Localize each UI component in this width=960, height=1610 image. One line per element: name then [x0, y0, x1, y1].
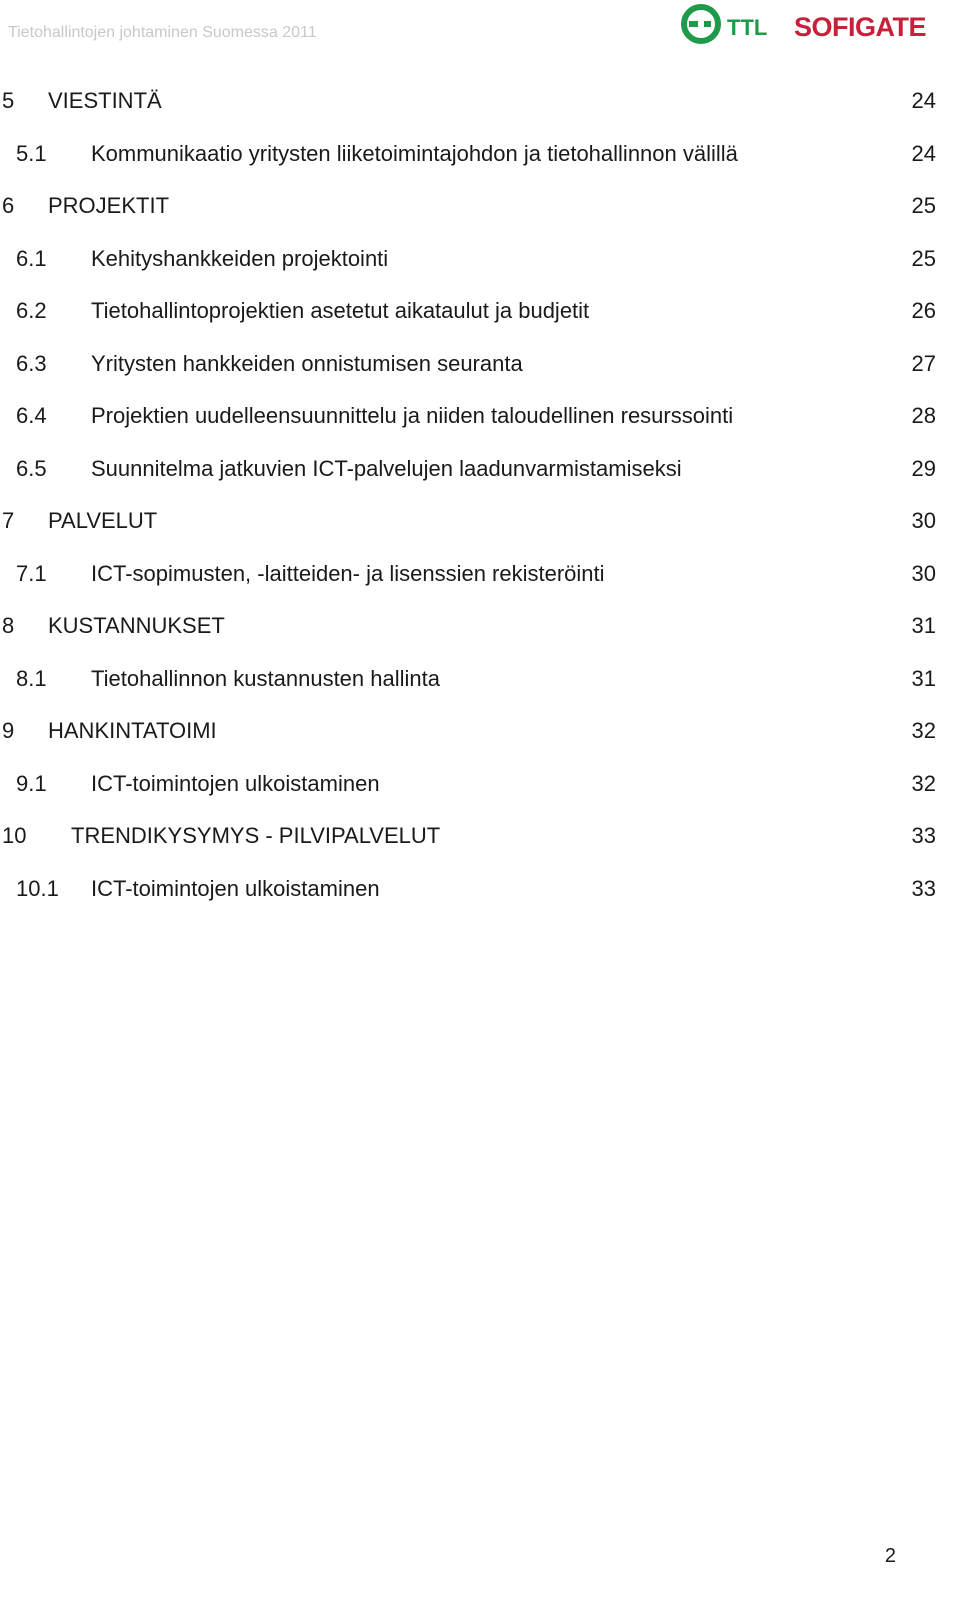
toc-entry-title: ICT-sopimusten, -laitteiden- ja lisenssien rekisteröinti [91, 560, 605, 586]
ttl-logo-text: TTL [727, 15, 768, 40]
toc-entry-number: 6.1 [16, 245, 47, 271]
toc-entry-number: 6.5 [16, 455, 47, 481]
toc-entry-page: 24 [911, 140, 936, 166]
toc-entry-page: 30 [911, 508, 936, 533]
toc-entry-number: 6.2 [16, 298, 47, 323]
toc-entry-number: 7.1 [16, 560, 47, 586]
toc-entry-number: 8.1 [16, 665, 47, 691]
toc-entry-page: 28 [911, 403, 936, 428]
toc-entry-number: 9 [2, 718, 15, 743]
toc-entry[interactable] [0, 86, 936, 116]
toc-entry[interactable] [0, 611, 936, 641]
toc-entry[interactable] [0, 559, 936, 589]
toc-entry[interactable] [0, 349, 936, 379]
toc-entry-title: PALVELUT [48, 508, 158, 533]
toc-entry-title: KUSTANNUKSET [48, 613, 225, 638]
toc-entry-page: 33 [911, 875, 936, 901]
toc-entry[interactable] [0, 244, 936, 274]
toc-entry[interactable] [0, 191, 936, 221]
toc-entry-title: Suunnitelma jatkuvien ICT-palvelujen laadunvarmistamiseksi [91, 455, 682, 481]
toc-entry-page: 25 [911, 193, 936, 218]
toc-entry[interactable] [0, 769, 936, 799]
toc-entry-title: Yritysten hankkeiden onnistumisen seuranta [91, 350, 523, 376]
toc-entry-page: 31 [911, 665, 936, 691]
toc-entry-page: 31 [911, 613, 936, 638]
toc-entry-number: 8 [2, 613, 15, 638]
toc-entry-number: 10.1 [16, 875, 59, 901]
toc-entry[interactable] [0, 506, 936, 536]
toc-entry-title: TRENDIKYSYMYS - PILVIPALVELUT [71, 823, 441, 848]
toc-entry-page: 33 [911, 823, 936, 848]
toc-entry[interactable] [0, 139, 936, 169]
running-title: Tietohallintojen johtaminen Suomessa 2011 [8, 24, 317, 41]
toc-entry-title: Projektien uudelleensuunnittelu ja niiden taloudellinen resurssointi [91, 403, 734, 428]
ttl-logo [680, 2, 770, 46]
toc-entry[interactable] [0, 664, 936, 694]
toc-entry[interactable] [0, 454, 936, 484]
toc-entry-page: 32 [911, 718, 936, 743]
toc-entry-title: VIESTINTÄ [48, 88, 162, 113]
toc-entry-title: ICT-toimintojen ulkoistaminen [91, 875, 380, 901]
sofigate-logo: SOFIGATE [794, 12, 927, 42]
toc-entry-page: 24 [911, 88, 936, 113]
toc-entry-title: HANKINTATOIMI [48, 718, 217, 743]
toc-entry-number: 5 [2, 88, 15, 113]
toc-entry-title: Kommunikaatio yritysten liiketoimintajohdon ja tietohallinnon välillä [91, 140, 738, 166]
toc-entry-title: ICT-toimintojen ulkoistaminen [91, 770, 380, 796]
toc-entry-number: 6.4 [16, 403, 47, 428]
toc-entry-page: 26 [911, 298, 936, 323]
toc-entry-page: 25 [911, 245, 936, 271]
toc-entry-title: Kehityshankkeiden projektointi [91, 245, 389, 271]
toc-entry-page: 29 [911, 455, 936, 481]
toc-entry[interactable] [0, 716, 936, 746]
toc-entry-title: PROJEKTIT [48, 193, 170, 218]
toc-entry[interactable] [0, 874, 936, 904]
toc-entry-title: Tietohallinnon kustannusten hallinta [91, 665, 440, 691]
toc-entry[interactable] [0, 401, 936, 431]
toc-entry-number: 6 [2, 193, 15, 218]
toc-entry-page: 27 [911, 350, 936, 376]
toc-entry-number: 7 [2, 508, 15, 533]
toc-entry-number: 5.1 [16, 140, 47, 166]
toc-entry-number: 6.3 [16, 350, 47, 376]
toc-entry-page: 30 [911, 560, 936, 586]
toc-entry[interactable] [0, 296, 936, 326]
toc-entry[interactable] [0, 821, 936, 851]
toc-entry-number: 9.1 [16, 770, 47, 796]
toc-entry-page: 32 [911, 770, 936, 796]
toc-entry-number: 10 [2, 823, 27, 848]
page-number: 2 [884, 1545, 896, 1567]
toc-entry-title: Tietohallintoprojektien asetetut aikataulut ja budjetit [91, 298, 590, 323]
